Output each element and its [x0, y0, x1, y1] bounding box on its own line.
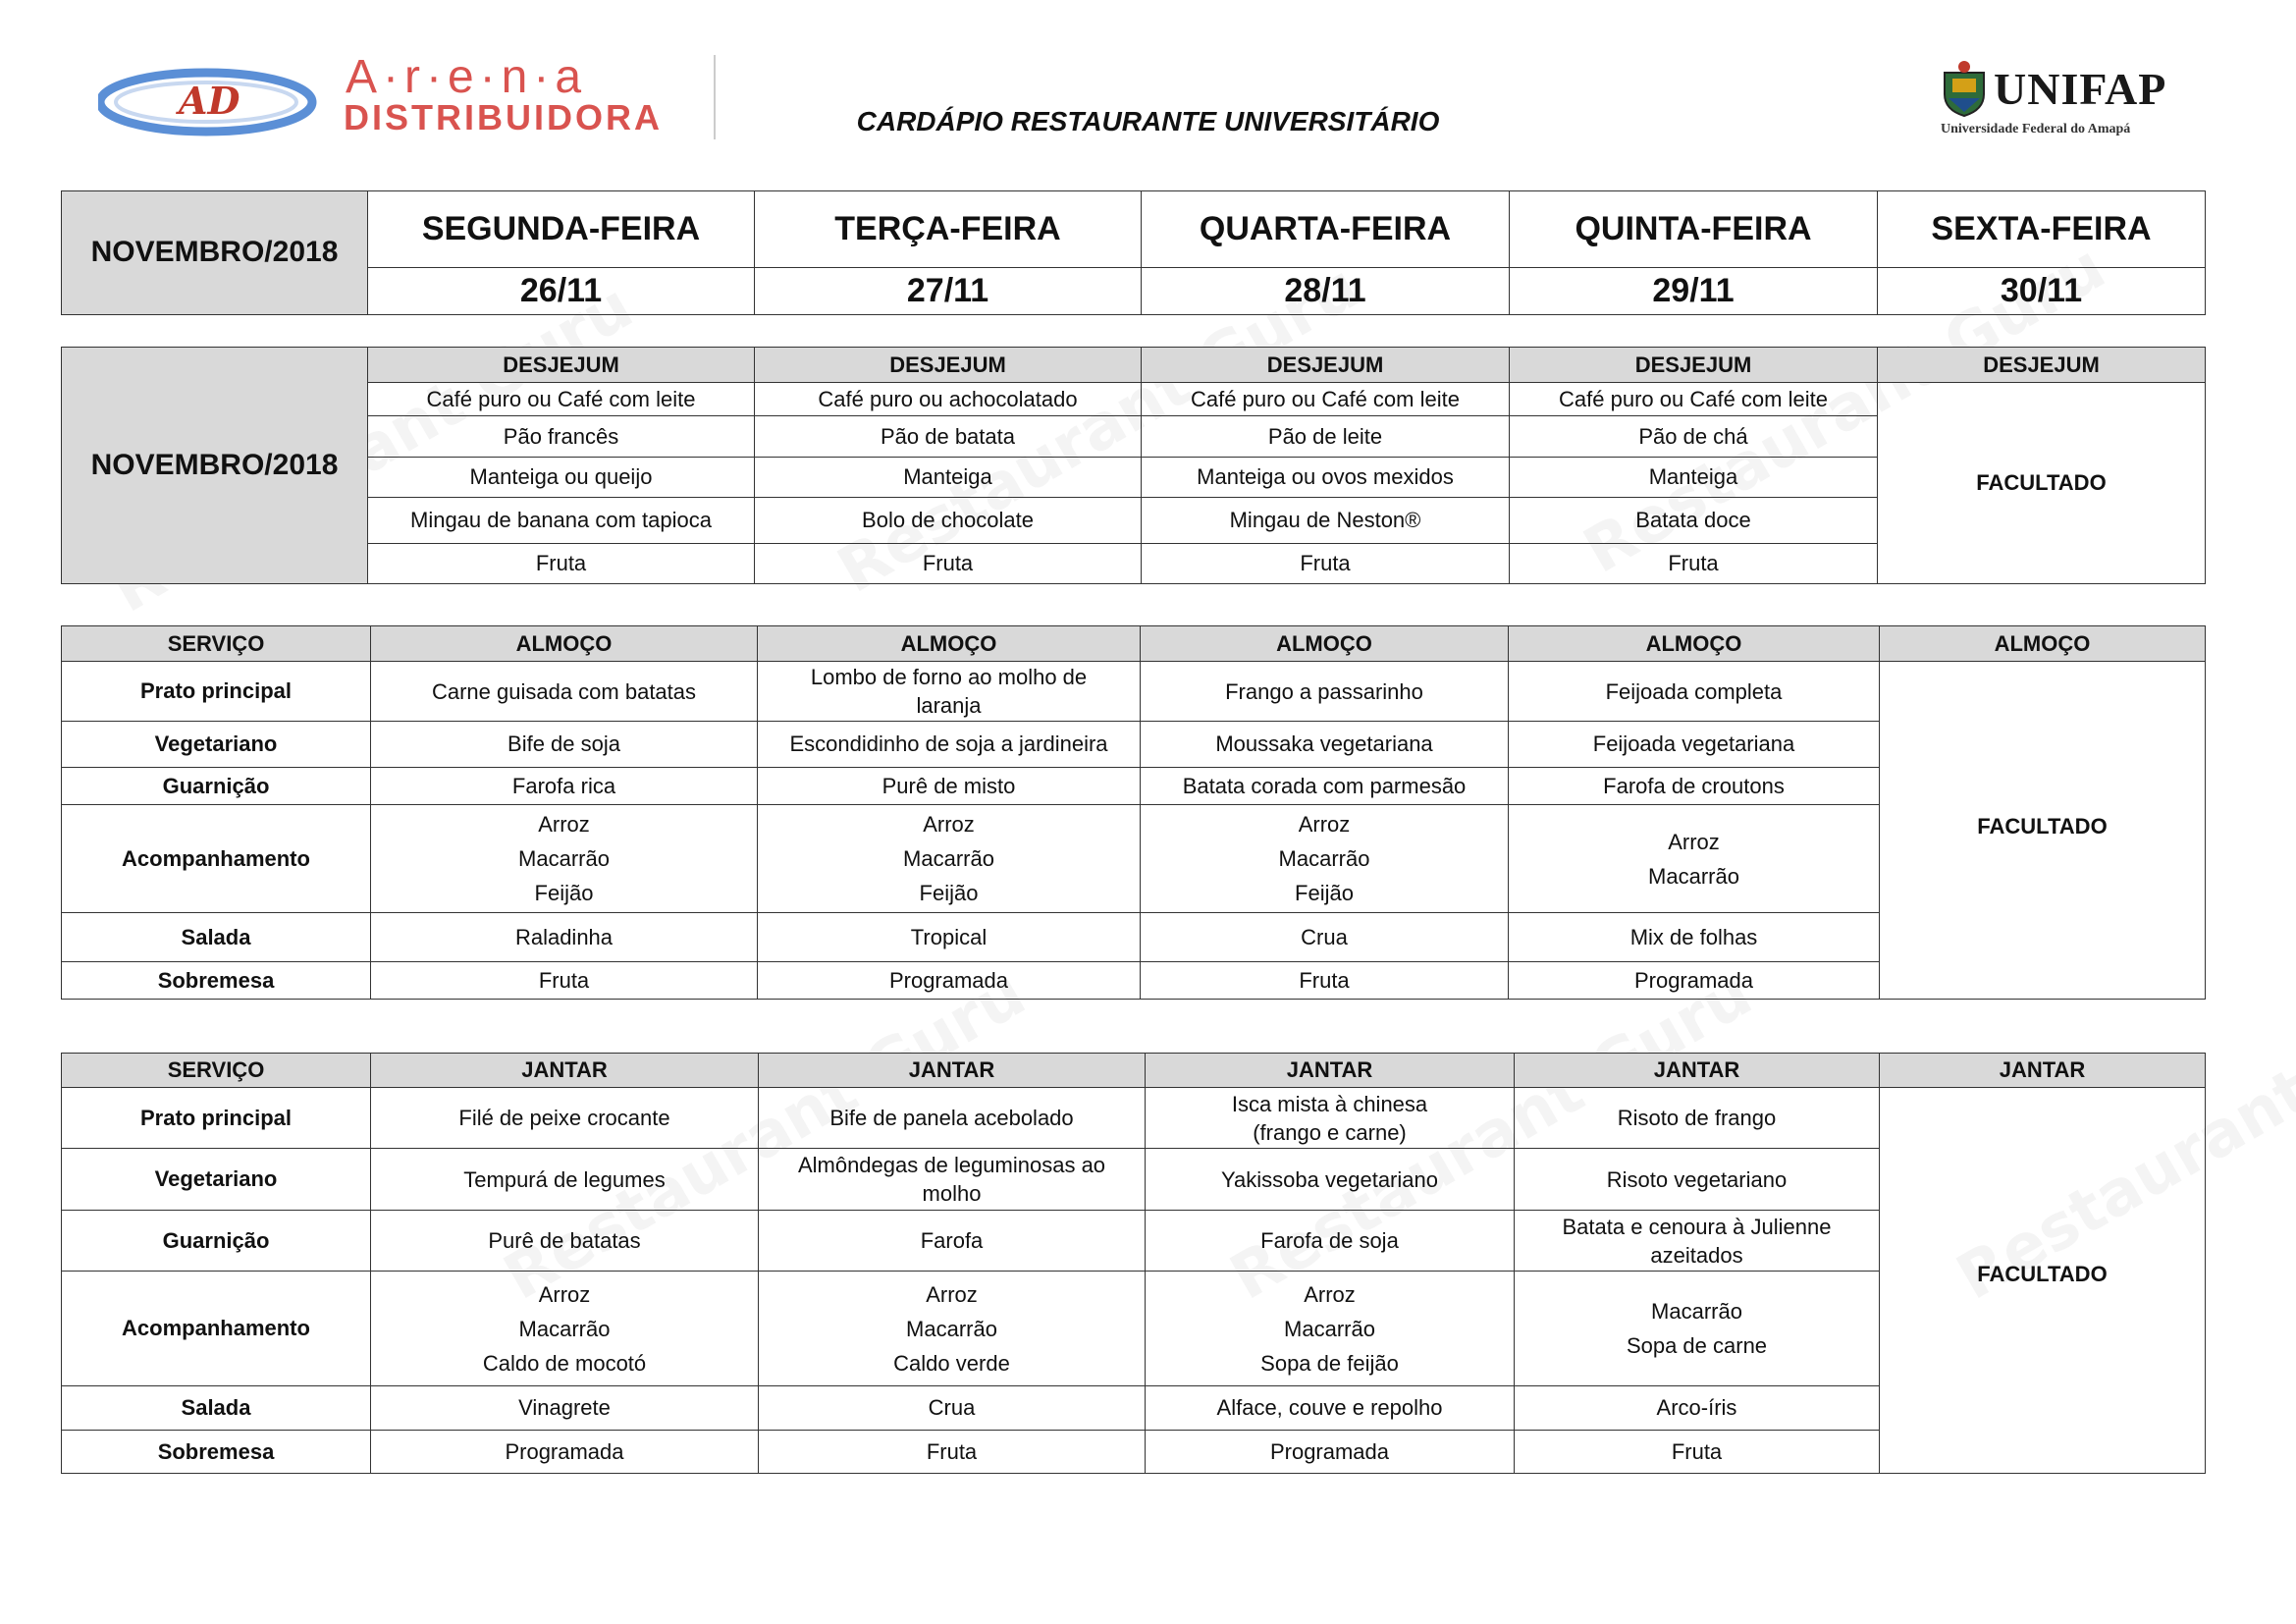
breakfast-item: Manteiga ou queijo	[368, 458, 755, 498]
unifap-name: UNIFAP	[1994, 64, 2167, 114]
breakfast-item: Manteiga	[1510, 458, 1878, 498]
breakfast-header: DESJEJUM	[368, 348, 755, 383]
menu-cell: Batata e cenoura à Julienne azeitados	[1515, 1211, 1880, 1272]
breakfast-item: Mingau de banana com tapioca	[368, 498, 755, 544]
menu-cell: Farofa rica	[371, 768, 758, 805]
service-label: Guarnição	[62, 1211, 371, 1272]
service-label: Acompanhamento	[62, 805, 371, 913]
menu-cell: Arroz Macarrão Feijão	[371, 805, 758, 913]
menu-cell: Feijoada completa	[1509, 662, 1880, 722]
breakfast-friday-cell: FACULTADO	[1878, 383, 2206, 584]
menu-cell: Farofa	[759, 1211, 1146, 1272]
menu-cell: Farofa de soja	[1146, 1211, 1515, 1272]
menu-cell: Arroz Macarrão Caldo de mocotó	[371, 1272, 759, 1386]
service-header: SERVIÇO	[62, 1054, 371, 1088]
menu-cell: Arroz Macarrão Feijão	[1141, 805, 1509, 913]
lunch-header: ALMOÇO	[371, 626, 758, 662]
service-label: Vegetariano	[62, 722, 371, 768]
breakfast-item: Pão de chá	[1510, 416, 1878, 458]
day-name: SEGUNDA-FEIRA	[368, 191, 755, 268]
breakfast-header: DESJEJUM	[1510, 348, 1878, 383]
breakfast-month-cell: NOVEMBRO/2018	[62, 348, 368, 584]
service-label: Sobremesa	[62, 1431, 371, 1474]
service-label: Salada	[62, 1386, 371, 1431]
menu-cell: Fruta	[371, 962, 758, 1000]
breakfast-item: Manteiga	[755, 458, 1142, 498]
menu-cell: Batata corada com parmesão	[1141, 768, 1509, 805]
month-cell: NOVEMBRO/2018	[62, 191, 368, 315]
menu-cell: Fruta	[1515, 1431, 1880, 1474]
menu-cell: Feijoada vegetariana	[1509, 722, 1880, 768]
days-table	[61, 190, 2206, 315]
breakfast-item: Fruta	[755, 544, 1142, 584]
service-label: Acompanhamento	[62, 1272, 371, 1386]
menu-cell: Programada	[758, 962, 1141, 1000]
menu-cell: Arroz Macarrão Feijão	[758, 805, 1141, 913]
menu-cell: Fruta	[759, 1431, 1146, 1474]
menu-cell: Crua	[759, 1386, 1146, 1431]
lunch-header: ALMOÇO	[758, 626, 1141, 662]
menu-cell: Moussaka vegetariana	[1141, 722, 1509, 768]
page-title: CARDÁPIO RESTAURANTE UNIVERSITÁRIO	[856, 106, 1440, 136]
day-name: QUARTA-FEIRA	[1142, 191, 1510, 268]
dinner-header: JANTAR	[1515, 1054, 1880, 1088]
breakfast-item: Café puro ou Café com leite	[368, 383, 755, 416]
day-date: 29/11	[1510, 268, 1878, 315]
day-name: TERÇA-FEIRA	[755, 191, 1142, 268]
menu-cell: Mix de folhas	[1509, 913, 1880, 962]
unifap-subtitle: Universidade Federal do Amapá	[1941, 122, 2131, 136]
menu-cell: Filé de peixe crocante	[371, 1088, 759, 1149]
menu-cell: Programada	[371, 1431, 759, 1474]
breakfast-item: Pão de batata	[755, 416, 1142, 458]
menu-cell: Bife de soja	[371, 722, 758, 768]
breakfast-item: Fruta	[368, 544, 755, 584]
lunch-header: ALMOÇO	[1880, 626, 2206, 662]
dinner-header: JANTAR	[1880, 1054, 2206, 1088]
day-name: QUINTA-FEIRA	[1510, 191, 1878, 268]
menu-cell: Programada	[1509, 962, 1880, 1000]
dinner-friday-cell: FACULTADO	[1880, 1088, 2206, 1474]
service-label: Salada	[62, 913, 371, 962]
day-name: SEXTA-FEIRA	[1878, 191, 2206, 268]
menu-cell: Purê de misto	[758, 768, 1141, 805]
menu-cell: Tempurá de legumes	[371, 1149, 759, 1211]
menu-cell: Lombo de forno ao molho de laranja	[758, 662, 1141, 722]
menu-cell: Almôndegas de leguminosas ao molho	[759, 1149, 1146, 1211]
breakfast-item: Café puro ou achocolatado	[755, 383, 1142, 416]
breakfast-header: DESJEJUM	[1142, 348, 1510, 383]
dinner-header: JANTAR	[1146, 1054, 1515, 1088]
menu-cell: Arroz Macarrão	[1509, 805, 1880, 913]
breakfast-item: Fruta	[1142, 544, 1510, 584]
menu-cell: Frango a passarinho	[1141, 662, 1509, 722]
menu-cell: Risoto vegetariano	[1515, 1149, 1880, 1211]
menu-cell: Yakissoba vegetariano	[1146, 1149, 1515, 1211]
menu-cell: Vinagrete	[371, 1386, 759, 1431]
day-date: 30/11	[1878, 268, 2206, 315]
breakfast-item: Pão de leite	[1142, 416, 1510, 458]
lunch-header: ALMOÇO	[1509, 626, 1880, 662]
breakfast-item: Fruta	[1510, 544, 1878, 584]
menu-cell: Purê de batatas	[371, 1211, 759, 1272]
lunch-header: ALMOÇO	[1141, 626, 1509, 662]
dinner-table	[61, 1053, 2206, 1474]
day-date: 28/11	[1142, 268, 1510, 315]
breakfast-item: Pão francês	[368, 416, 755, 458]
lunch-friday-cell: FACULTADO	[1880, 662, 2206, 1000]
lunch-table	[61, 625, 2206, 1000]
breakfast-item: Mingau de Neston®	[1142, 498, 1510, 544]
day-date: 27/11	[755, 268, 1142, 315]
day-date: 26/11	[368, 268, 755, 315]
service-label: Vegetariano	[62, 1149, 371, 1211]
breakfast-header: DESJEJUM	[1878, 348, 2206, 383]
menu-cell: Isca mista à chinesa (frango e carne)	[1146, 1088, 1515, 1149]
menu-cell: Farofa de croutons	[1509, 768, 1880, 805]
menu-cell: Arroz Macarrão Sopa de feijão	[1146, 1272, 1515, 1386]
breakfast-item: Manteiga ou ovos mexidos	[1142, 458, 1510, 498]
service-header: SERVIÇO	[62, 626, 371, 662]
menu-cell: Arco-íris	[1515, 1386, 1880, 1431]
breakfast-item: Café puro ou Café com leite	[1510, 383, 1878, 416]
menu-cell: Tropical	[758, 913, 1141, 962]
svg-text:DISTRIBUIDORA: DISTRIBUIDORA	[344, 97, 663, 137]
menu-cell: Raladinha	[371, 913, 758, 962]
dinner-header: JANTAR	[759, 1054, 1146, 1088]
breakfast-header: DESJEJUM	[755, 348, 1142, 383]
svg-text:AD: AD	[179, 79, 240, 123]
unifap-logo	[1939, 57, 2179, 145]
unifap-crest-icon	[1939, 59, 1990, 118]
service-label: Prato principal	[62, 1088, 371, 1149]
dinner-header: JANTAR	[371, 1054, 759, 1088]
breakfast-item: Batata doce	[1510, 498, 1878, 544]
service-label: Prato principal	[62, 662, 371, 722]
menu-cell: Carne guisada com batatas	[371, 662, 758, 722]
breakfast-item: Bolo de chocolate	[755, 498, 1142, 544]
menu-cell: Crua	[1141, 913, 1509, 962]
menu-cell: Macarrão Sopa de carne	[1515, 1272, 1880, 1386]
service-label: Sobremesa	[62, 962, 371, 1000]
menu-cell: Risoto de frango	[1515, 1088, 1880, 1149]
menu-cell: Escondidinho de soja a jardineira	[758, 722, 1141, 768]
service-label: Guarnição	[62, 768, 371, 805]
menu-cell: Fruta	[1141, 962, 1509, 1000]
breakfast-table	[61, 347, 2206, 584]
menu-cell: Bife de panela acebolado	[759, 1088, 1146, 1149]
menu-cell: Arroz Macarrão Caldo verde	[759, 1272, 1146, 1386]
svg-text:A·r·e·n·a: A·r·e·n·a	[346, 51, 588, 103]
menu-cell: Programada	[1146, 1431, 1515, 1474]
breakfast-item: Café puro ou Café com leite	[1142, 383, 1510, 416]
menu-cell: Alface, couve e repolho	[1146, 1386, 1515, 1431]
